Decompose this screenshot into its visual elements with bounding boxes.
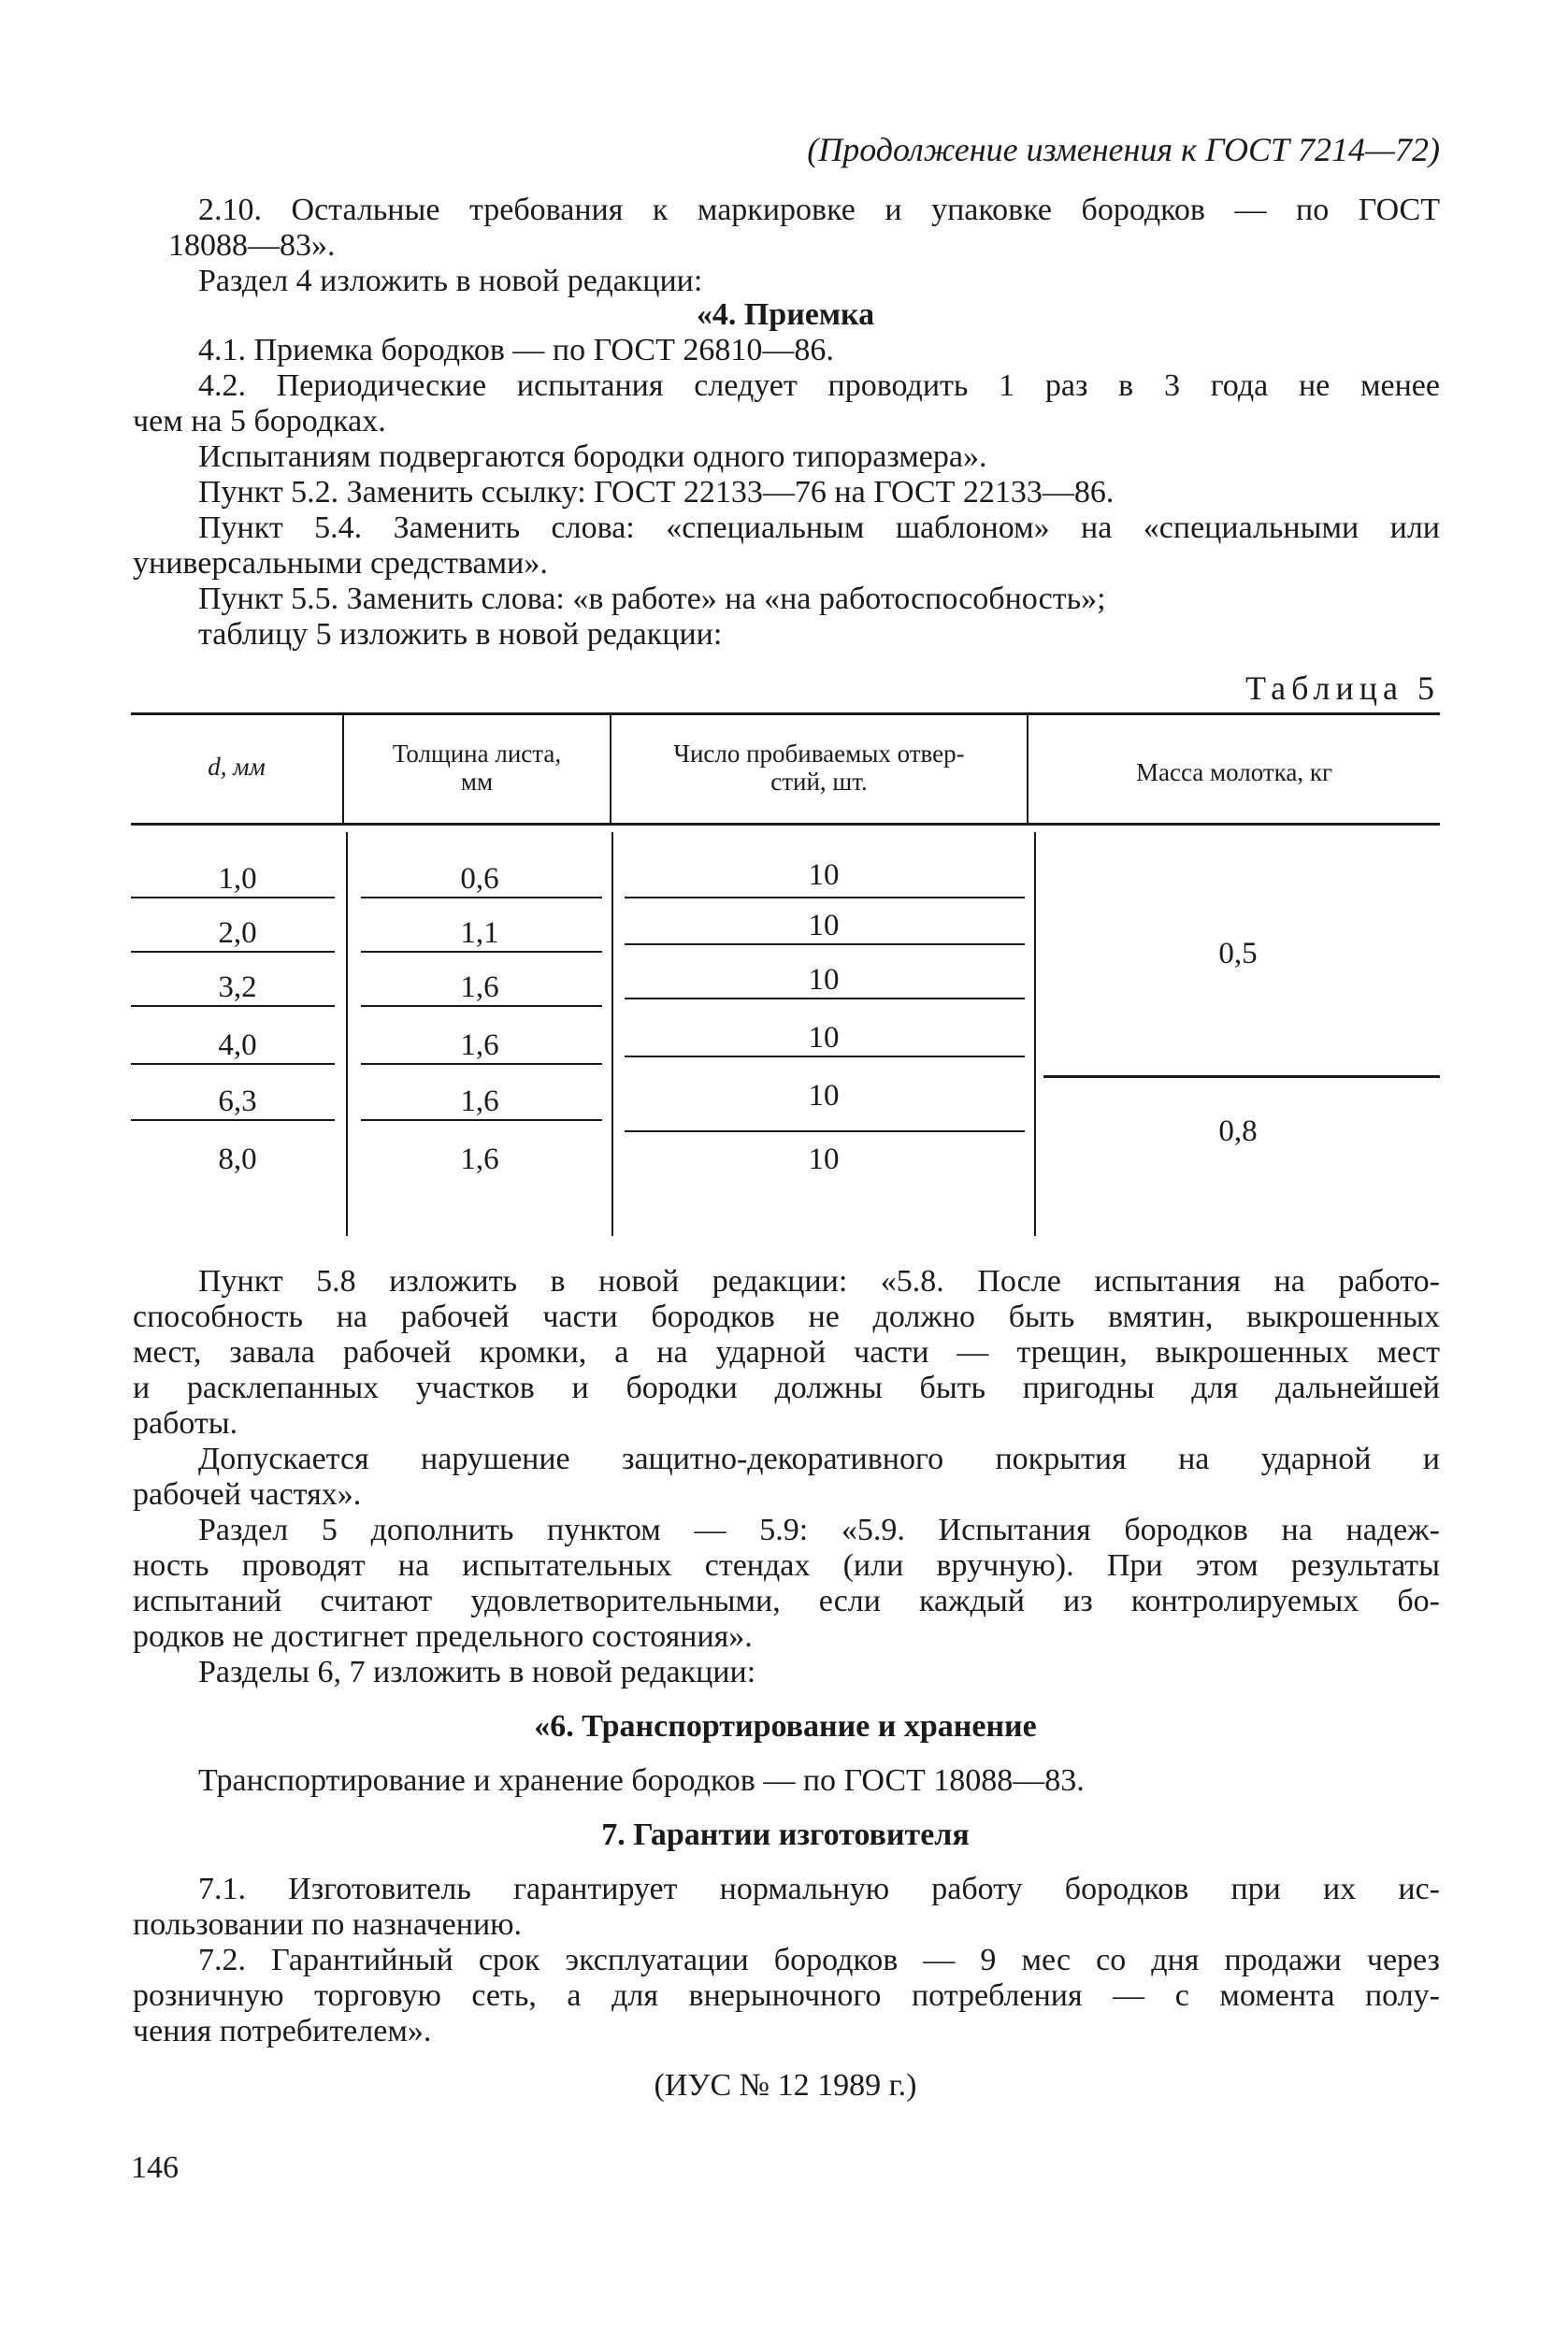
mass-group-divider xyxy=(1043,1075,1440,1078)
paragraph-line: Пункт 5.8 изложить в новой редакции: «5.8. После испытания на работо- xyxy=(198,1264,1440,1299)
cell-d: 6,3 xyxy=(218,1085,257,1118)
section-heading: «4. Приемка xyxy=(696,297,875,332)
cell-holes: 10 xyxy=(808,1021,840,1055)
paragraph-line: Пункт 5.4. Заменить слова: «специальным шаблоном» на «специальными или xyxy=(198,510,1440,545)
cell-d: 1,0 xyxy=(218,862,257,896)
source-note: (ИУС № 12 1989 г.) xyxy=(654,2068,917,2103)
header-holes: Число пробиваемых отвер- xyxy=(673,740,965,768)
paragraph-line: рабочей частях». xyxy=(133,1477,362,1512)
cell-holes: 10 xyxy=(808,1142,840,1176)
paragraph-line: Пункт 5.5. Заменить слова: «в работе» на «на работоспособность»; xyxy=(198,582,1106,616)
paragraph-line: универсальными средствами». xyxy=(133,546,548,581)
column-divider xyxy=(1034,832,1036,1236)
paragraph-line: Пункт 5.2. Заменить ссылку: ГОСТ 22133—76 на ГОСТ 22133—86. xyxy=(198,475,1115,510)
cell-d: 2,0 xyxy=(218,916,257,950)
paragraph-line: таблицу 5 изложить в новой редакции: xyxy=(198,617,723,652)
cell-holes: 10 xyxy=(808,1079,840,1113)
page-header: (Продолжение изменения к ГОСТ 7214—72) xyxy=(807,131,1440,168)
paragraph-line: ность проводят на испытательных стендах (или вручную). При этом результаты xyxy=(133,1548,1440,1583)
cell-thickness: 0,6 xyxy=(460,862,499,896)
paragraph-line: мест, завала рабочей кромки, а на ударной части — трещин, выкрошенных мест xyxy=(133,1335,1440,1370)
paragraph-line: Раздел 4 изложить в новой редакции: xyxy=(198,264,703,298)
cell-thickness: 1,6 xyxy=(460,1085,499,1118)
paragraph-line: чения потребителем». xyxy=(133,2014,432,2048)
paragraph-line: 7.2. Гарантийный срок эксплуатации бородков — 9 мес со дня продажи через xyxy=(198,1943,1440,1977)
paragraph-line: Раздел 5 дополнить пунктом — 5.9: «5.9. Испытания бородков на надеж- xyxy=(198,1513,1440,1547)
paragraph-line: Транспортирование и хранение бородков — по ГОСТ 18088—83. xyxy=(198,1763,1085,1798)
cell-holes: 10 xyxy=(808,909,840,942)
paragraph-line: 7.1. Изготовитель гарантирует нормальную работу бородков при их ис- xyxy=(198,1872,1440,1906)
page-number: 146 xyxy=(131,2150,179,2185)
paragraph-line: 18088—83». xyxy=(168,228,336,263)
paragraph-line: Разделы 6, 7 изложить в новой редакции: xyxy=(198,1655,756,1689)
table-title: Таблица 5 xyxy=(1245,669,1440,707)
cell-thickness: 1,1 xyxy=(460,916,499,950)
paragraph-line: 4.1. Приемка бородков — по ГОСТ 26810—86. xyxy=(198,333,834,367)
paragraph-line: Испытаниям подвергаются бородки одного типоразмера». xyxy=(198,439,987,474)
table-header-rule xyxy=(131,823,1440,826)
paragraph-line: и расклепанных участков и бородки должны быть пригодны для дальнейшей xyxy=(133,1371,1440,1405)
paragraph-line: розничную торговую сеть, а для внерыночного потребления — с момента полу- xyxy=(133,1978,1440,2013)
paragraph-line: родков не достигнет предельного состояния». xyxy=(133,1619,753,1654)
cell-d: 8,0 xyxy=(218,1142,257,1176)
cell-thickness: 1,6 xyxy=(460,1028,499,1062)
header-d: d, мм xyxy=(208,753,266,781)
header-divider xyxy=(342,712,344,823)
paragraph-line: пользовании по назначению. xyxy=(133,1907,523,1942)
paragraph-line: Допускается нарушение защитно-декоративного покрытия на ударной и xyxy=(198,1442,1440,1476)
data-table xyxy=(131,712,1440,1236)
cell-holes: 10 xyxy=(808,963,840,997)
cell-thickness: 1,6 xyxy=(460,970,499,1004)
paragraph-line: испытаний считают удовлетворительными, если каждый из контролируемых бо- xyxy=(133,1584,1440,1618)
cell-mass: 0,8 xyxy=(1218,1114,1258,1148)
section-heading: 7. Гарантии изготовителя xyxy=(601,1818,970,1852)
paragraph-line: 4.2. Периодические испытания следует проводить 1 раз в 3 года не менее xyxy=(198,368,1440,403)
header-thickness-unit: мм xyxy=(460,768,494,796)
cell-d: 3,2 xyxy=(218,970,257,1004)
cell-mass: 0,5 xyxy=(1218,937,1258,970)
paragraph-line: способность на рабочей части бородков не должно быть вмятин, выкрошенных xyxy=(133,1300,1440,1334)
paragraph-line: чем на 5 бородках. xyxy=(133,404,386,438)
header-mass: Масса молотка, кг xyxy=(1135,758,1333,786)
paragraph-line: работы. xyxy=(133,1406,238,1441)
cell-thickness: 1,6 xyxy=(460,1142,499,1176)
section-heading: «6. Транспортирование и хранение xyxy=(534,1709,1037,1744)
header-thickness: Толщина листа, xyxy=(392,740,562,768)
cell-d: 4,0 xyxy=(218,1028,257,1062)
paragraph-line: 2.10. Остальные требования к маркировке и упаковке бородков — по ГОСТ xyxy=(198,193,1440,227)
header-holes-unit: стий, шт. xyxy=(770,768,868,796)
table-top-rule xyxy=(131,712,1440,715)
cell-holes: 10 xyxy=(808,858,840,892)
header-divider xyxy=(610,712,611,823)
